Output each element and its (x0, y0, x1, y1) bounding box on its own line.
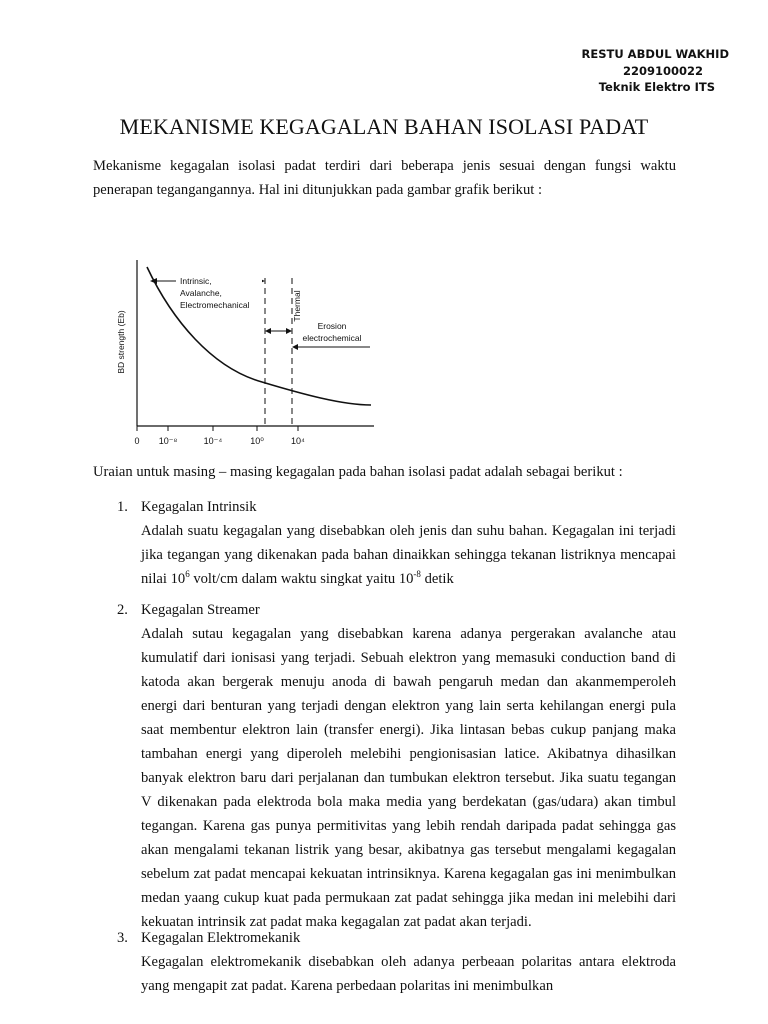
list-item-body (141, 519, 676, 591)
region-label-erosion-2: electrochemical (302, 333, 362, 343)
x-tick-label-3: 10⁰ (250, 436, 264, 446)
body-text-c: detik (420, 571, 454, 587)
author-name: RESTU ABDUL WAKHID (581, 47, 729, 61)
x-tick-label-2: 10⁻⁴ (203, 436, 223, 446)
region-arrow-thermal-head-right (286, 328, 292, 334)
list-item-heading: Kegagalan Intrinsik (141, 499, 257, 515)
list-item-number: 1. (117, 499, 128, 515)
region-label-erosion-1: Erosion (317, 321, 347, 331)
exponent-6: 6 (185, 569, 190, 580)
region-label-intrinsic-3: Electromechanical (180, 300, 250, 310)
y-axis-label: BD strength (Eb) (116, 310, 126, 374)
x-tick-label-1: 10⁻⁸ (158, 436, 178, 446)
exponent-minus-8: -8 (413, 569, 421, 580)
author-department: Teknik Elektro ITS (598, 80, 715, 94)
region-label-thermal: Thermal (292, 290, 302, 322)
list-item-number: 2. (117, 602, 128, 618)
author-id: 2209100022 (622, 63, 703, 78)
x-tick-label-0: 0 (134, 436, 140, 446)
intro-paragraph: Mekanisme kegagalan isolasi padat terdiri dari beberapa jenis sesuai dengan fungsi waktu penerapan tegangangannya. Hal ini ditunjukkan pada gambar grafik berikut : (93, 158, 676, 198)
document-title: MEKANISME KEGAGALAN BAHAN ISOLASI PADAT (119, 114, 649, 139)
list-item-number: 3. (117, 930, 128, 946)
region-arrow-erosion-head (292, 344, 298, 350)
list-item-body: Adalah sutau kegagalan yang disebabkan karena adanya pergerakan avalanche atau kumulatif dari ionisasi yang terjadi. Sebuah elektron yang memasuki conduction band di katoda akan bergerak menuju anoda di bawah pengaruh medan dan akanmemperoleh energi dari benturan yang terjadi dengan elektron yang lain serta kehilangan energi pula saat membentur elektron lain (transfer energi). Jika lintasan bebas cukup panjang maka tambahan energi yang diperoleh melebihi pengionisasian latice. Akibatnya dihasilkan banyak elektron baru dari perjalanan dan tumbukan elektron tersebut. Jika suatu tegangan V dikenakan pada elektroda bola maka media yang berdekatan (gas/udara) akan timbul tegangan. Karena gas punya permitivitas yang lebih rendah daripada padat sehingga gas akan mengalami tekanan listrik yang besar, akibatnya gas tersebut mengalami kegagalan sebelum zat padat mencapai kekuatan intrinsiknya. Karena kegagalan gas ini menimbulkan medan yaang cukup kuat pada permukaan zat padat sehingga jika medan ini melebihi dari kekuatan intrinsik zat padat maka kegagalan zat padat akan terjadi. (141, 626, 676, 930)
body-text-a: Adalah suatu kegagalan yang disebabkan oleh jenis dan suhu bahan. Kegagalan ini terjadi jika tegangan yang dikenakan pada bahan dinaikkan sehingga tekanan listriknya mencapai nilai 10 (141, 523, 676, 587)
body-text-b: volt/cm dalam waktu singkat yaitu 10 (189, 571, 414, 587)
x-tick-label-4: 10⁴ (291, 436, 305, 446)
list-item-heading: Kegagalan Elektromekanik (141, 930, 301, 946)
author-block (529, 46, 729, 96)
region-label-intrinsic-2: Avalanche, (180, 288, 222, 298)
region-arrow-thermal-head-left (265, 328, 271, 334)
breakdown-strength-chart (112, 250, 382, 450)
region-label-intrinsic-1: Intrinsic, (180, 276, 212, 286)
list-item-heading: Kegagalan Streamer (141, 602, 260, 618)
list-item-body: Kegagalan elektromekanik disebabkan oleh adanya perbeaan polaritas antara elektroda yang mengapit zat padat. Karena perbedaan polaritas ini menimbulkan (141, 954, 676, 994)
uraian-paragraph: Uraian untuk masing – masing kegagalan pada bahan isolasi padat adalah sebagai berikut : (93, 464, 623, 480)
